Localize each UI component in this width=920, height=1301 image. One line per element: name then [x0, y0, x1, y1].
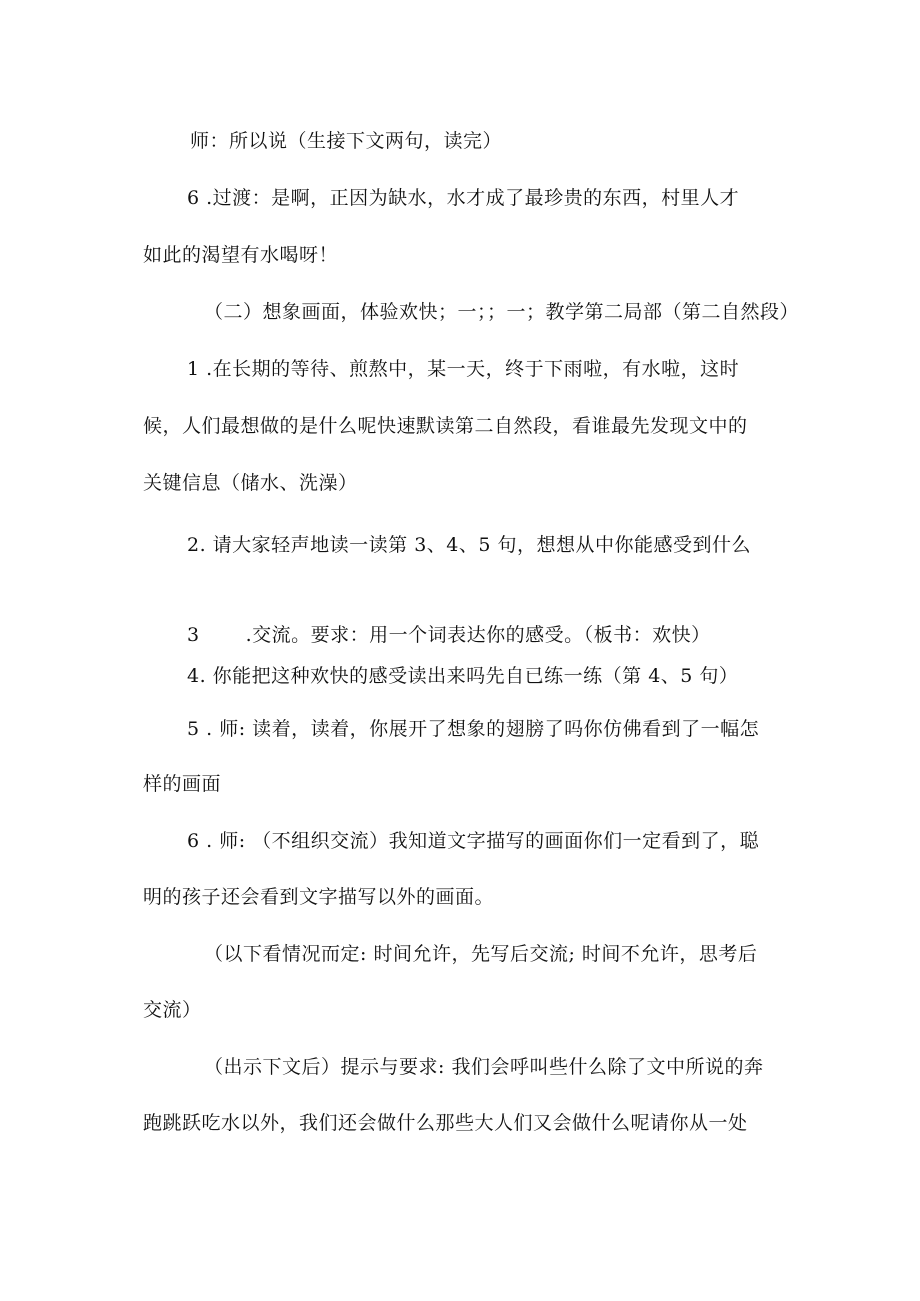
text-line-note-cont: 交流） [143, 999, 202, 1021]
item-3-text: .交流。要求：用一个词表达你的感受。（板书：欢快） [245, 624, 711, 646]
text-line-item-4: 4. 你能把这种欢快的感受读出来吗先自已练一练（第 4、5 句） [187, 665, 739, 687]
text-line-item-3 [187, 622, 711, 648]
text-line-prompt: （出示下文后）提示与要求: 我们会呼叫些什么除了文中所说的奔 [204, 1056, 764, 1078]
text-line-item-1-end: 关键信息（储水、洗澡） [143, 472, 358, 494]
text-line-teacher-so: 师：所以说（生接下文两句，读完） [190, 130, 503, 152]
text-line-item-6: 6 . 师: （不组织交流）我知道文字描写的画面你们一定看到了，聪 [187, 830, 760, 852]
text-line-item-5-cont: 样的画面 [143, 773, 222, 795]
text-line-item-2: 2. 请大家轻声地读一读第 3、4、5 句，想想从中你能感受到什么 [187, 534, 752, 556]
text-line-item-6-cont: 明的孩子还会看到文字描写以外的画面。 [143, 886, 495, 908]
text-line-transition-cont: 如此的渴望有水喝呀！ [143, 244, 339, 266]
text-line-note: （以下看情况而定: 时间允许，先写后交流; 时间不允许，思考后 [204, 943, 758, 965]
text-line-prompt-cont: 跑跳跃吃水以外，我们还会做什么那些大人们又会做什么呢请你从一处 [143, 1112, 748, 1134]
text-line-item-1-cont: 候，人们最想做的是什么呢快速默读第二自然段，看谁最先发现文中的 [143, 415, 748, 437]
item-3-number: 3 [187, 624, 200, 646]
text-line-item-5: 5 . 师: 读着，读着，你展开了想象的翅膀了吗你仿佛看到了一幅怎 [187, 718, 760, 740]
section-heading-imagine: （二）想象画面，体验欢快；一；；一；教学第二局部（第二自然段） [204, 301, 800, 323]
text-line-item-1: 1 .在长期的等待、煎熬中，某一天，终于下雨啦，有水啦，这时 [187, 358, 740, 380]
text-line-transition: 6 .过渡：是啊，正因为缺水，水才成了最珍贵的东西，村里人才 [187, 187, 740, 209]
